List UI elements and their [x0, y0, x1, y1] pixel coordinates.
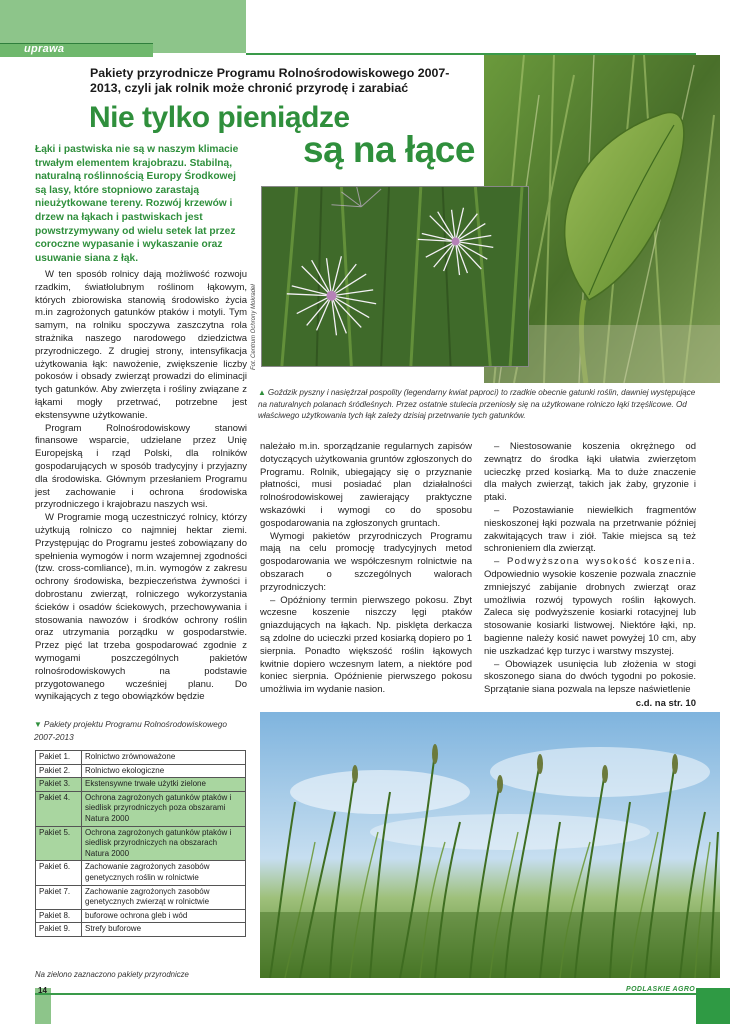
paragraph: – Obowiązek usunięcia lub złożenia w stogi skoszonego siana do dwóch tygodni po pokosie. Sprzątanie siana pozwala na lepsze naświetlenie — [484, 658, 696, 696]
package-name: Ochrona zagrożonych gatunków ptaków i siedlisk przyrodniczych poza obszarami Natura 2000 — [82, 791, 246, 826]
table-row — [36, 778, 246, 792]
body-column-3 — [484, 441, 696, 711]
page-number: 14 — [38, 986, 47, 995]
package-number: Pakiet 6. — [36, 861, 82, 885]
body-column-1 — [35, 269, 247, 704]
package-name: Zachowanie zagrożonych zasobów genetycznych roślin w rolnictwie — [82, 861, 246, 885]
paragraph: Wymogi pakietów przyrodniczych Programu mają na celu promocję tradycyjnych metod gospodarowania we współczesnym rolnictwie na obszarach o szczególnych walorach przyrodniczych: — [260, 530, 472, 593]
paragraph: – Pozostawianie niewielkich fragmentów nieskoszonej łąki pozwala na przetrwanie później zakwitających traw i ziół. Takie miejsca są też schronieniem dla zwierząt. — [484, 504, 696, 555]
package-number: Pakiet 2. — [36, 764, 82, 778]
table-row — [36, 861, 246, 885]
spaced-heading: – Podwyższona wysokość koszenia. — [494, 556, 696, 568]
paragraph: Program Rolnośrodowiskowy stanowi finansowe wsparcie, udzielane przez Unię Europejską i rząd Polski, dla rolników gospodarujących w sposób tradycyjny i przyjazny dla środowiska. Głównym przesłaniem Programu jest zachowanie i ochrona środowiska przyrodniczego i krajobrazu naszych wsi. — [35, 422, 247, 511]
packages-table-body — [36, 751, 246, 937]
footer-rule — [35, 993, 696, 995]
table-caption-text: Pakiety projektu Programu Rolnośrodowiskowego 2007-2013 — [34, 719, 228, 742]
magazine-brand: PODLASKIE AGRO — [626, 986, 696, 993]
package-number: Pakiet 4. — [36, 791, 82, 826]
paragraph: W Programie mogą uczestniczyć rolnicy, którzy użytkują rolniczo co najmniej hektar ziemi. Przystępując do Programu jesteś zobowiązany do spełnienia wymogów i norm wzajemnej zgodności (tzw. cross-comliance), m.in. wymogów z zakresu ochrony środowiska, bezpieczeństwa żywności i dobrostanu zwierząt, rolniczego wykorzystania ścieków i osadów ściekowych, przechowywania i stosowania nawozów i środków ochrony roślin oraz utrzymania porządku w gospodarstwie. Przez pięć lat trzeba gospodarować zgodnie z wymogami poszczególnych pakietów rolnośrodowiskowych na podstawie przygotowanego wcześniej planu. Do wynikających z tego obowiązków będzie — [35, 512, 247, 703]
table-row — [36, 751, 246, 765]
package-name: Zachowanie zagrożonych zasobów genetycznych zwierząt w rolnictwie — [82, 885, 246, 909]
package-number: Pakiet 1. — [36, 751, 82, 765]
paragraph: – Niestosowanie koszenia okrężnego od zewnątrz do środka łąki ułatwia zwierzętom ucieczkę przed kosiarką. Ma to duże znaczenie dla małych zwierząt, takich jak żaby, gryzonie i ptaki. — [484, 441, 696, 504]
section-label: uprawa — [24, 43, 65, 55]
paragraph: W ten sposób rolnicy dają możliwość rozwoju rzadkim, światłolubnym roślinom łąkowym, których zbiorowiska stanowią środowisko życia m.in zagrożonych gatunków ptaków i motyli. Tym samym, na rolniku spoczywa zaszczytna rola strażnika naszego narodowego dziedzictwa przyrodniczego. Z drugiej strony, intensyfikacja użytkowania łąk: nawożenie, zwiększenie liczby pokosów i obsady zwierząt prowadzi do eliminacji tych gatunków. Aby zwierzęta i rośliny związane z łąkami mogły przetrwać, potrzebne jest ekstensywne użytkowanie. — [35, 269, 247, 421]
table-row — [36, 764, 246, 778]
article-title-line2: są na łące — [303, 129, 475, 170]
triangle-up-icon: ▲ — [258, 388, 266, 397]
table-row — [36, 826, 246, 861]
grass-photo — [260, 712, 720, 978]
paragraph: – Opóźniony termin pierwszego pokosu. Zbyt wczesne koszenie niszczy lęgi ptaków gniazdujących na łąkach. Np. pisklęta derkacza są zdolne do ucieczki przed kosiarką dopiero po 1 sierpnia. Ponadto większość roślin łąkowych kwitnie dopiero wczesnym latem, a niektóre pod koniec sierpnia. Opóźnienie pierwszego pokosu umożliwia im wydanie nasion. — [260, 594, 472, 696]
photo-credit — [251, 284, 263, 370]
package-name: Rolnictwo zrównoważone — [82, 751, 246, 765]
footer-band-right — [696, 988, 730, 1024]
paragraph-rest: Odpowiednio wysokie koszenie pozwala znacznie zmniejszyć zabijanie drobnych zwierząt oraz umożliwia rozwój typowych roślin łąkowych. Zaleca się podwyższenie kosiarki rotacyjnej lub stosowanie kosiarki listwowej. Niektóre łąki, np. bagienne należy kosić nawet powyżej 10 cm, aby nie uszkadzać kęp turzyc i warstwy mszystej. — [484, 568, 696, 657]
section-tag — [0, 43, 153, 57]
package-number: Pakiet 5. — [36, 826, 82, 861]
package-number: Pakiet 9. — [36, 923, 82, 937]
paragraph — [484, 556, 696, 658]
article-lead: Łąki i pastwiska nie są w naszym klimacie trwałym elementem krajobrazu. Stabilną, naturalną roślinnością Europy Środkowej są lasy, które stopniowo zarastają nieużytkowane tereny. Rozwój krzewów i drzew na łąkach i pastwiskach jest powstrzymywany od wielu setek lat przez coroczne wypasanie i wykaszanie oraz usuwanie siana z łąk. — [35, 144, 239, 264]
photo-credit-text: Fot. Centrum Ochrony Mokradeł — [251, 284, 257, 370]
article-kicker: Pakiety przyrodnicze Programu Rolnośrodowiskowego 2007-2013, czyli jak rolnik może chronić przyrodę i zarabiać — [90, 66, 450, 95]
package-name: Strefy buforowe — [82, 923, 246, 937]
body-column-2 — [260, 441, 472, 697]
package-name: Rolnictwo ekologiczne — [82, 764, 246, 778]
package-number: Pakiet 7. — [36, 885, 82, 909]
dianthus-photo — [261, 186, 529, 367]
package-name: Ochrona zagrożonych gatunków ptaków i siedlisk przyrodniczych na obszarach Natura 2000 — [82, 826, 246, 861]
package-name: buforowe ochrona gleb i wód — [82, 909, 246, 923]
package-name: Ekstensywne trwałe użytki zielone — [82, 778, 246, 792]
triangle-down-icon: ▼ — [34, 720, 42, 729]
table-note: Na zielono zaznaczono pakiety przyrodnicze — [35, 970, 189, 979]
table-row — [36, 923, 246, 937]
package-number: Pakiet 3. — [36, 778, 82, 792]
article-title-line1: Nie tylko pieniądze — [89, 101, 350, 134]
photo-caption-text: Goździk pyszny i nasięźrzał pospolity (legendarny kwiat paproci) to rzadkie obecnie gatunki roślin, dawniej występujące na naturalnych polanach śródleśnych. Przez ostatnie stulecia przeniosły się na użytkowane rolniczo łąki trzęślicowe. Od właściwego użytkowania tych łąk zależy dzisiaj przetrwanie tych gatunków. — [258, 388, 696, 421]
table-row — [36, 909, 246, 923]
package-number: Pakiet 8. — [36, 909, 82, 923]
photo-caption — [258, 387, 700, 422]
continued-note: c.d. na str. 10 — [635, 697, 696, 709]
table-row — [36, 791, 246, 826]
packages-table — [35, 750, 246, 937]
table-caption — [34, 718, 249, 743]
table-row — [36, 885, 246, 909]
paragraph: należało m.in. sporządzanie regularnych zapisów dotyczących użytkowania gruntów zgłoszonych do Programu. Rolnik, ubiegający się o przyznanie płatności, musi posiadać plan działalności rolnośrodowiskowej zawierający praktyczne wskazówki i wymogi co do sposobu gospodarowania na zgłoszonych gruntach. — [260, 441, 472, 529]
